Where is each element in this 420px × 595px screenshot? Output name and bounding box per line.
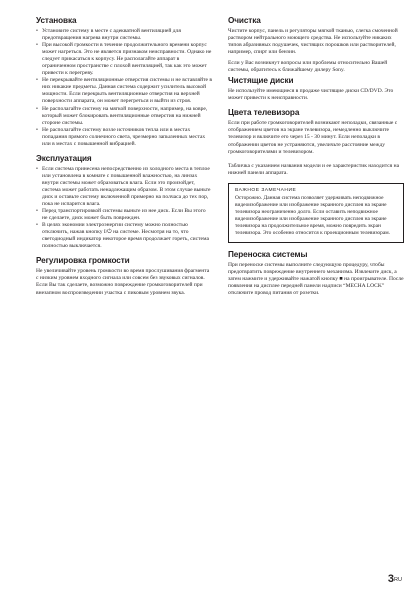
section-heading-cleaning: Очистка xyxy=(228,16,261,25)
list-item: • Не располагайте систему на мягкой поверхности, например, на ковре, который может блокировать вентиляционные отверстия на нижней стороне системы. xyxy=(36,106,212,127)
tv-color-paragraph: Если при работе громкоговорителей возникают неполадки, связанные с отображением цветов на экране телевизора, немедленно выключите телевизор и включите его через 15 - 30 минут. Если неполадки в отображении цветов не устраняются, увеличьте расстояние между громкоговорителями и телевизором. xyxy=(228,120,398,155)
dealer-paragraph: Если у Вас возникнут вопросы или проблемы относительно Вашей системы, обратитесь к ближайшему дилеру Sony. xyxy=(228,60,388,74)
installation-list xyxy=(36,28,212,148)
discs-paragraph: Не используйте имеющиеся в продаже чистящие диски CD/DVD. Это может привести к неисправности. xyxy=(228,88,394,102)
left-column xyxy=(36,16,212,297)
list-item: • Если система принесена непосредственно из холодного места в теплое или установлена в комнате с повышенной влажностью, на линзах внутри системы может образоваться влага. Если это произойдет, система может работать ненадлежащим образом. В этом случае выньте диск и оставьте систему включенной примерно на полчаса до тех пор, пока не испарится влага. xyxy=(36,166,212,208)
section-heading-operation: Эксплуатация xyxy=(36,153,92,163)
operation-list xyxy=(36,166,212,251)
important-note-box xyxy=(228,183,404,243)
list-item: • Не перекрывайте вентиляционные отверстия системы и не вставляйте в них никакие предметы. Данная система содержит усилитель высокой мощности. Если перекрыть вентиляционные отверстия на верхней поверхности аппарата, он может перегреться и выйти из строя. xyxy=(36,77,212,105)
page-number xyxy=(388,573,402,585)
list-item: • Перед транспортировкой системы выньте из нее диск. Если Вы этого не сделаете, диск может быть поврежден. xyxy=(36,208,212,222)
list-item: • Установите систему в месте с адекватной вентиляцией для предотвращения нагрева внутри системы. xyxy=(36,28,212,42)
right-column xyxy=(228,16,404,297)
section-heading-installation: Установка xyxy=(36,16,77,25)
page-number-value: 3 xyxy=(387,573,395,585)
volume-paragraph: Не увеличивайте уровень громкости во время прослушивания фрагмента с низким уровнем входного сигнала или совсем без звуковых сигналов. Если Вы так сделаете, возможно повреждение громкоговорителей при внезапном воспроизведении участка с пиковым уровнем звука. xyxy=(36,268,210,296)
note-text: Осторожно. Данная система позволяет удерживать неподвижное видеоизображение или изображение экранного дисплея на экране телевизора неограниченно долго. Если оставить неподвижное видеоизображение или изображение экранного дисплея на экране телевизора на продолжительное время, можно повредить экран телевизора. Это особенно относится к проекционным телевизорам. xyxy=(235,195,390,236)
section-heading-tv-color: Цвета телевизора xyxy=(228,108,300,118)
page-language-code: RU xyxy=(394,577,402,583)
model-plate-paragraph: Табличка с указанием названия модели и ее характеристик находится на нижней панели аппарата. xyxy=(228,162,400,176)
section-heading-volume: Регулировка громкости xyxy=(36,256,130,266)
list-item: • При высокой громкости в течение продолжительного времени корпус может нагреться. Это не является признаком неисправности. Однако не следует прикасаться к корпусу. Не располагайте аппарат в ограниченном пространстве с плохой вентиляцией, так как это может привести к перегреву. xyxy=(36,42,212,77)
list-item: • В целях экономии электроэнергии систему можно полностью отключить, нажав кнопку I/⏻ на системе. Несмотря на то, что светодиодный индикатор некоторое время продолжает гореть, система полностью выключается. xyxy=(36,222,212,250)
section-heading-discs: Чистящие диски xyxy=(228,76,294,86)
cleaning-paragraph: Чистите корпус, панель и регуляторы мягкой тканью, слегка смоченной раствором нейтрального моющего средства. Не используйте никаких типов абразивных подушечек, чистящих порошков или растворителей, например, спирт или бензин. xyxy=(228,28,398,56)
note-title: ВАЖНОЕ ЗАМЕЧАНИЕ xyxy=(235,187,297,193)
list-item: • Не располагайте систему возле источников тепла или в местах попадания прямого солнечного света, чрезмерно запыленных местах или в местах с повышенной вибрацией. xyxy=(36,127,212,148)
section-heading-moving: Перенoска системы xyxy=(228,249,308,259)
moving-paragraph: При переноске системы выполните следующую процедуру, чтобы предотвратить повреждение внутреннего механизма. Извлеките диск, а затем нажмите и удерживайте нажатой кнопку ■ на проигрывателе. После появления на дисплее передней панели надписи “MECHA LOCK” отключите провод питания от розетки. xyxy=(228,261,404,296)
